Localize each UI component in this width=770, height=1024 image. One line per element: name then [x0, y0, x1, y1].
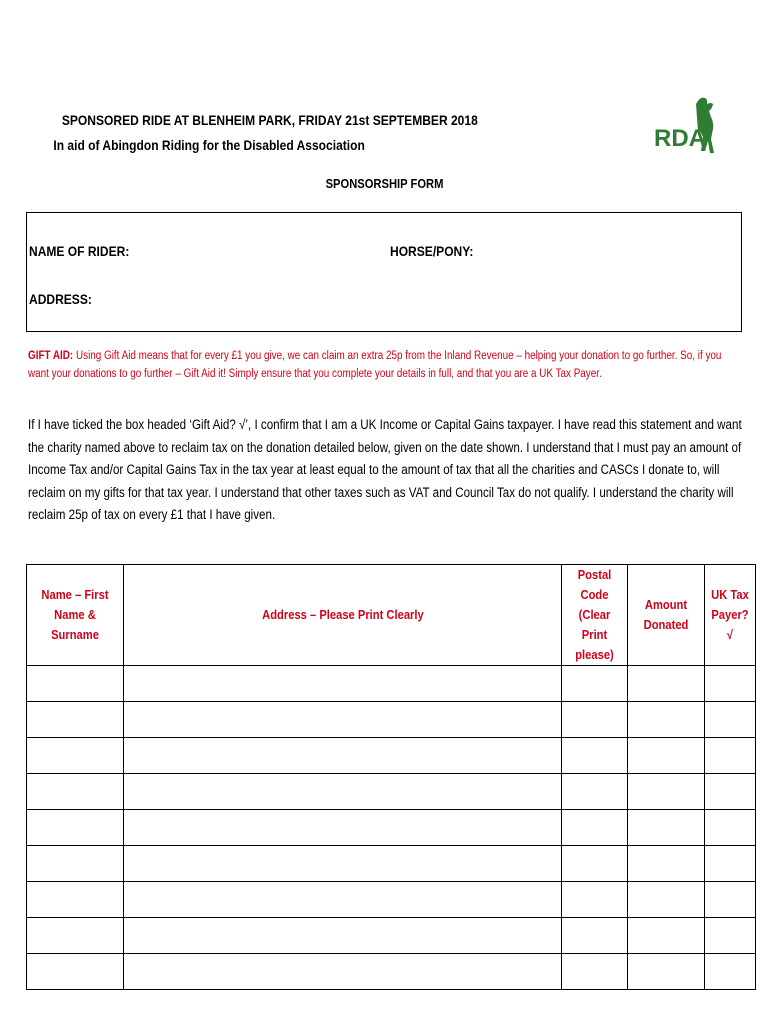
- col-header-name: Name – First Name & Surname: [27, 565, 124, 666]
- address-cell[interactable]: [124, 954, 562, 990]
- gift-aid-declaration: If I have ticked the box headed ‘Gift Aid? √’, I confirm that I am a UK Income or Capital Gains taxpayer. I have read this statement and want the charity named above to reclaim tax on the donation detailed below, given on the date shown. I understand that I must pay an amount of Income Tax and/or Capital Gains Tax in the tax year at least equal to the amount of tax that all the charities and CASCs I donate to, will reclaim on my gifts for that tax year. I understand that other taxes such as VAT and Council Tax do not qualify. I understand the charity will reclaim 25p of tax on every £1 that I have given.: [28, 417, 742, 522]
- gift-aid-text: Using Gift Aid means that for every £1 you give, we can claim an extra 25p from the Inland Revenue – helping your donation to go further. So, if you want your donations to go further – Gift Aid it! Simply ensure that you complete your details in full, and that you are a UK Tax Payer.: [28, 350, 722, 380]
- taxpayer-cell[interactable]: [705, 846, 756, 882]
- address-cell[interactable]: [124, 918, 562, 954]
- form-title-text: SPONSORSHIP FORM: [326, 176, 444, 191]
- taxpayer-cell[interactable]: [705, 702, 756, 738]
- taxpayer-cell[interactable]: [705, 666, 756, 702]
- col-header-postcode: Postal Code (Clear Print please): [562, 565, 628, 666]
- taxpayer-cell[interactable]: [705, 738, 756, 774]
- amount-cell[interactable]: [628, 954, 705, 990]
- postcode-cell[interactable]: [562, 810, 628, 846]
- amount-cell[interactable]: [628, 738, 705, 774]
- name-cell[interactable]: [27, 774, 124, 810]
- name-cell[interactable]: [27, 918, 124, 954]
- taxpayer-cell[interactable]: [705, 918, 756, 954]
- amount-cell[interactable]: [628, 702, 705, 738]
- table-row: [27, 918, 756, 954]
- col-header-amount: Amount Donated: [628, 565, 705, 666]
- name-cell[interactable]: [27, 810, 124, 846]
- name-cell[interactable]: [27, 702, 124, 738]
- amount-cell[interactable]: [628, 918, 705, 954]
- table-row: [27, 738, 756, 774]
- postcode-cell[interactable]: [562, 702, 628, 738]
- address-cell[interactable]: [124, 846, 562, 882]
- sponsor-table: [26, 564, 756, 990]
- rda-logo: [652, 94, 722, 160]
- taxpayer-cell[interactable]: [705, 774, 756, 810]
- postcode-cell[interactable]: [562, 954, 628, 990]
- postcode-cell[interactable]: [562, 882, 628, 918]
- amount-cell[interactable]: [628, 846, 705, 882]
- table-row: [27, 666, 756, 702]
- address-cell[interactable]: [124, 882, 562, 918]
- horse-pony-label: HORSE/PONY:: [390, 243, 474, 259]
- event-title: SPONSORED RIDE AT BLENHEIM PARK, FRIDAY 21st SEPTEMBER 2018: [61, 112, 478, 128]
- address-cell[interactable]: [124, 810, 562, 846]
- address-cell[interactable]: [124, 774, 562, 810]
- name-cell[interactable]: [27, 954, 124, 990]
- postcode-cell[interactable]: [562, 774, 628, 810]
- address-cell[interactable]: [124, 702, 562, 738]
- postcode-cell[interactable]: [562, 738, 628, 774]
- table-header-row: [27, 565, 756, 666]
- gift-aid-notice: [28, 347, 733, 383]
- table-row: [27, 846, 756, 882]
- table-row: [27, 882, 756, 918]
- postcode-cell[interactable]: [562, 918, 628, 954]
- amount-cell[interactable]: [628, 774, 705, 810]
- name-cell[interactable]: [27, 882, 124, 918]
- sponsor-rows: [27, 666, 756, 990]
- table-row: [27, 702, 756, 738]
- amount-cell[interactable]: [628, 810, 705, 846]
- event-subtitle: In aid of Abingdon Riding for the Disabled Association: [53, 137, 365, 153]
- postcode-cell[interactable]: [562, 846, 628, 882]
- col-header-taxpayer: UK Tax Payer? √: [705, 565, 756, 666]
- taxpayer-cell[interactable]: [705, 882, 756, 918]
- rider-name-label: NAME OF RIDER:: [29, 243, 130, 259]
- address-cell[interactable]: [124, 738, 562, 774]
- address-cell[interactable]: [124, 666, 562, 702]
- name-cell[interactable]: [27, 846, 124, 882]
- table-row: [27, 774, 756, 810]
- table-row: [27, 810, 756, 846]
- amount-cell[interactable]: [628, 882, 705, 918]
- postcode-cell[interactable]: [562, 666, 628, 702]
- amount-cell[interactable]: [628, 666, 705, 702]
- rider-details-box[interactable]: [26, 212, 742, 332]
- form-title: [0, 176, 770, 191]
- taxpayer-cell[interactable]: [705, 954, 756, 990]
- name-cell[interactable]: [27, 666, 124, 702]
- logo-text: RDA: [654, 125, 706, 152]
- taxpayer-cell[interactable]: [705, 810, 756, 846]
- name-cell[interactable]: [27, 738, 124, 774]
- table-row: [27, 954, 756, 990]
- address-label: ADDRESS:: [29, 291, 92, 307]
- gift-aid-label: GIFT AID:: [28, 350, 74, 362]
- sponsor-table-wrap: [26, 564, 755, 990]
- col-header-address: Address – Please Print Clearly: [124, 565, 562, 666]
